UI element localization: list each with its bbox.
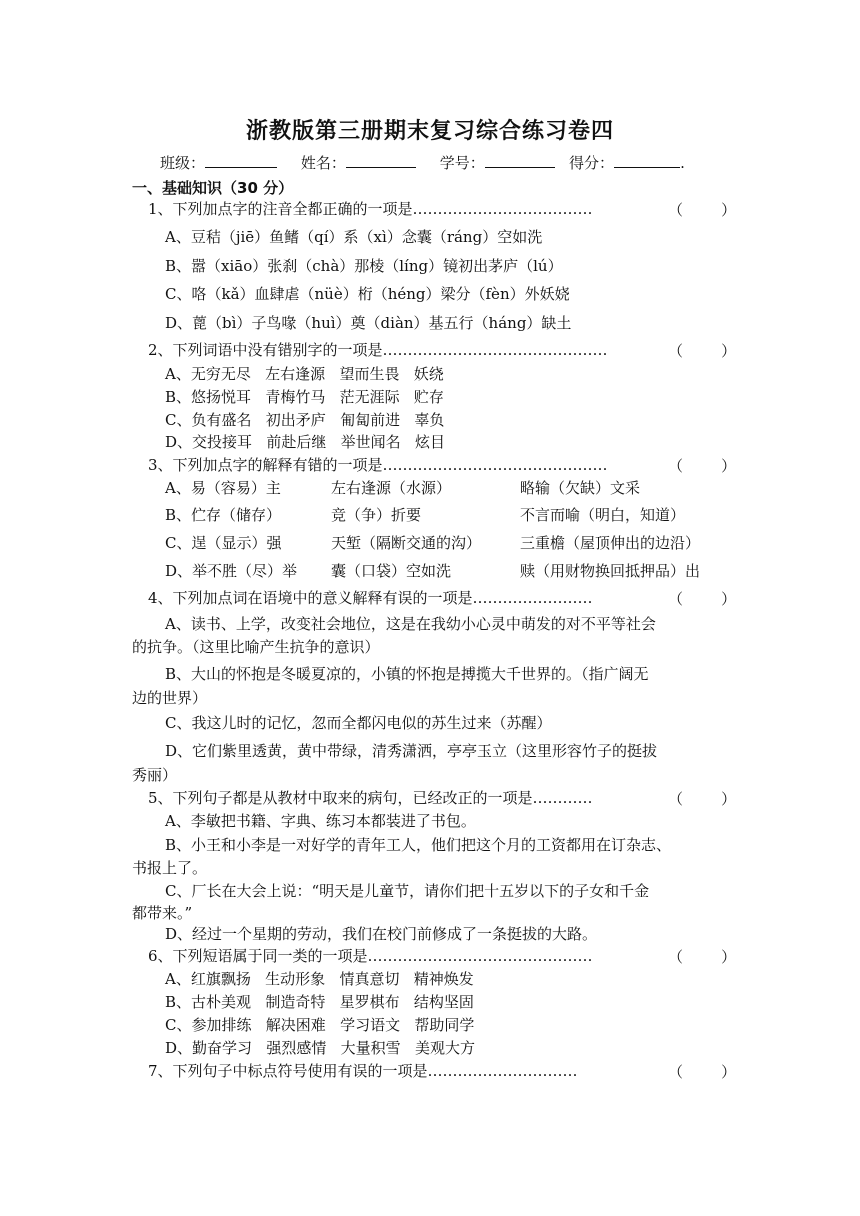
section-heading-basic: 一、基础知识（30 分）: [132, 179, 294, 197]
question-5-option-c-line-1: C、厂长在大会上说：“明天是儿童节，请你们把十五岁以下的子女和千金: [165, 882, 650, 900]
question-2-option-c: C、负有盛名 初出矛庐 匍匐前进 辜负: [165, 411, 445, 429]
question-2-option-d: D、交投接耳 前赴后继 举世闻名 炫目: [165, 433, 445, 451]
score-label: 得分：: [569, 154, 615, 172]
question-1-stem: 1、下列加点字的注音全都正确的一项是………………………………: [148, 200, 593, 218]
question-5-stem: 5、下列句子都是从教材中取来的病句，已经改正的一项是…………: [148, 789, 593, 807]
answer-bracket: （ ）: [668, 342, 737, 360]
question-6-option-a: A、红旗飘扬 生动形象 情真意切 精神焕发: [165, 970, 474, 988]
answer-bracket: （ ）: [668, 201, 737, 219]
question-1-option-a: A、豆秸（jiē）鱼鳍（qí）系（xì）念囊（ráng）空如洗: [165, 228, 543, 246]
question-6-option-d: D、勤奋学习 强烈感情 大量积雪 美观大方: [165, 1039, 475, 1057]
class-label: 班级：: [160, 154, 206, 172]
question-4-option-d-line-1: D、它们紫里透黄，黄中带绿，清秀潇洒，亭亭玉立（这里形容竹子的挺拔: [165, 742, 658, 760]
question-2-option-b: B、悠扬悦耳 青梅竹马 茫无涯际 贮存: [165, 388, 444, 406]
question-3-option-b-1: B、伫存（储存）: [165, 506, 282, 524]
question-4-option-c: C、我这儿时的记忆，忽而全都闪电似的苏生过来（苏醒）: [165, 714, 552, 732]
class-blank: [205, 153, 277, 168]
number-blank: [485, 153, 555, 168]
answer-bracket: （ ）: [668, 590, 737, 608]
answer-bracket: （ ）: [668, 948, 737, 966]
question-5-option-a: A、李敏把书籍、字典、练习本都装进了书包。: [165, 812, 476, 830]
name-blank: [346, 153, 416, 168]
question-4-option-b-line-1: B、大山的怀抱是冬暖夏凉的，小镇的怀抱是搏揽大千世界的。（指广阔无: [165, 665, 649, 683]
question-3-stem: 3、下列加点字的解释有错的一项是………………………………………: [148, 456, 608, 474]
question-6-option-b: B、古朴美观 制造奇特 星罗棋布 结构坚固: [165, 993, 474, 1011]
question-3-option-d-3: 赎（用财物换回抵押品）出: [520, 562, 701, 580]
question-3-option-b-2: 竞（争）折要: [331, 506, 422, 524]
question-3-option-a-2: 左右逢源（水源）: [331, 479, 452, 497]
question-4-option-a-line-2: 的抗争。（这里比喻产生抗争的意识）: [132, 638, 380, 656]
answer-bracket: （ ）: [668, 1063, 737, 1081]
question-2-option-a: A、无穷无尽 左右逢源 望而生畏 妖绕: [165, 365, 444, 383]
number-label: 学号：: [439, 154, 485, 172]
answer-bracket: （ ）: [668, 790, 737, 808]
question-3-option-d-2: 囊（口袋）空如洗: [331, 562, 452, 580]
question-3-option-a-1: A、易（容易）主: [165, 479, 281, 497]
question-3-option-a-3: 略输（欠缺）文采: [520, 479, 641, 497]
question-3-option-c-2: 天堑（隔断交通的沟）: [331, 534, 482, 552]
question-1-option-b: B、嚣（xiāo）张刹（chà）那棱（líng）镜初出茅庐（lú）: [165, 257, 563, 275]
question-4-stem: 4、下列加点词在语境中的意义解释有误的一项是……………………: [148, 589, 593, 607]
question-3-option-d-1: D、举不胜（尽）举: [165, 562, 298, 580]
question-6-stem: 6、下列短语属于同一类的一项是………………………………………: [148, 947, 593, 965]
question-4-option-a-line-1: A、读书、上学，改变社会地位，这是在我幼小心灵中萌发的对不平等社会: [165, 615, 656, 633]
question-3-option-c-1: C、逞（显示）强: [165, 534, 282, 552]
question-5-option-b-line-2: 书报上了。: [132, 859, 208, 877]
page-title: 浙教版第三册期末复习综合练习卷四: [245, 119, 614, 144]
question-4-option-d-line-2: 秀丽）: [132, 766, 178, 784]
question-7-stem: 7、下列句子中标点符号使用有误的一项是…………………………: [148, 1062, 578, 1080]
question-3-option-b-3: 不言而喻（明白，知道）: [520, 506, 686, 524]
question-1-option-d: D、蓖（bì）子鸟喙（huì）奠（diàn）基五行（háng）缺土: [165, 314, 572, 332]
question-5-option-c-line-2: 都带来。”: [132, 904, 193, 922]
name-label: 姓名：: [300, 154, 346, 172]
end-mark: .: [680, 154, 685, 172]
score-blank: [614, 153, 680, 168]
question-2-stem: 2、下列词语中没有错别字的一项是………………………………………: [148, 341, 608, 359]
question-3-option-c-3: 三重檐（屋顶伸出的边沿）: [520, 534, 701, 552]
question-5-option-d: D、经过一个星期的劳动，我们在校门前修成了一条挺拔的大路。: [165, 925, 598, 943]
question-6-option-c: C、参加排练 解决困难 学习语文 帮助同学: [165, 1016, 475, 1034]
question-5-option-b-line-1: B、小王和小李是一对好学的青年工人，他们把这个月的工资都用在订杂志、: [165, 836, 672, 854]
answer-bracket: （ ）: [668, 457, 737, 475]
question-4-option-b-line-2: 边的世界）: [132, 689, 208, 707]
student-info-line: [160, 152, 685, 173]
question-1-option-c: C、咯（kǎ）血肆虐（nüè）桁（héng）梁分（fèn）外妖娆: [165, 285, 570, 303]
